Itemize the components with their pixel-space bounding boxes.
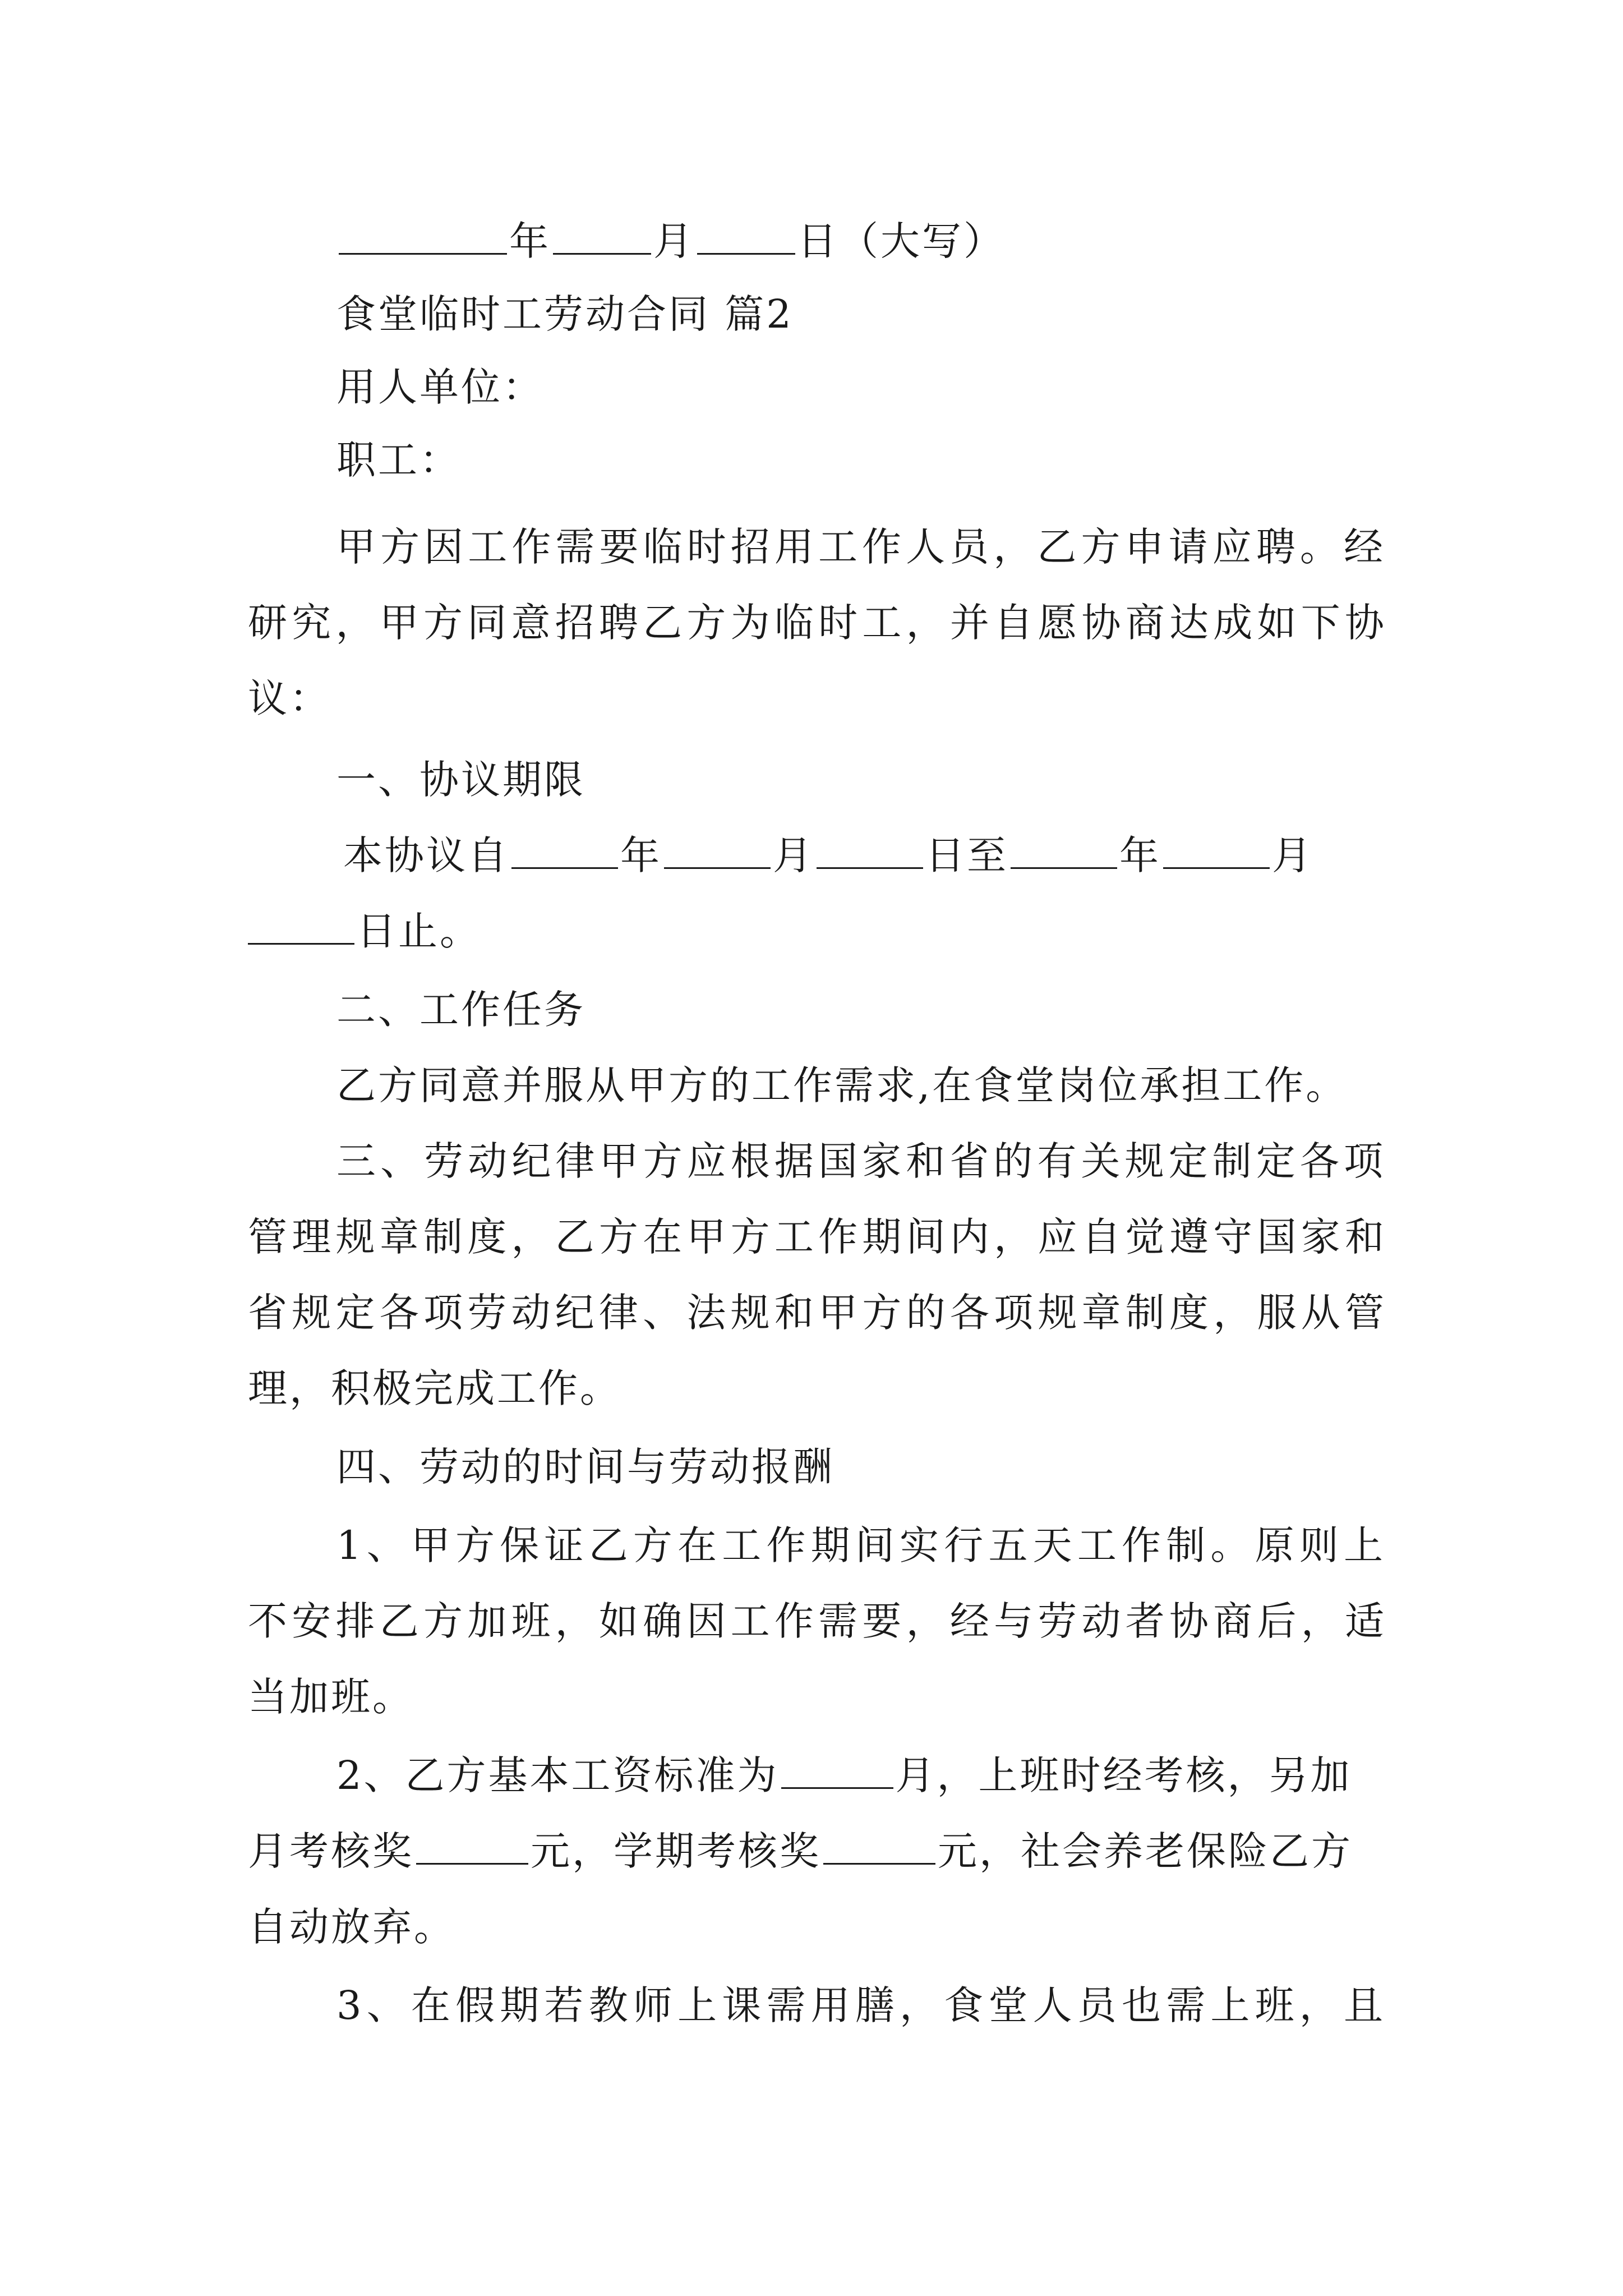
start-year-label: 年	[620, 832, 662, 878]
end-year-blank	[1011, 832, 1117, 869]
section4-heading: 四、劳动的时间与劳动报酬	[336, 1444, 834, 1490]
section3-line-4: 理，积极完成工作。	[248, 1365, 621, 1411]
month-blank	[553, 218, 651, 255]
intro-line-3: 议：	[248, 675, 331, 721]
item1-line-2: 不安排乙方加班，如确因工作需要，经与劳动者协商后，适	[248, 1598, 1386, 1644]
section2-heading: 二、工作任务	[336, 987, 585, 1033]
semester-bonus-label: 元，学期考核奖	[531, 1828, 821, 1874]
start-day-blank	[817, 832, 923, 869]
end-day-blank	[248, 908, 354, 945]
start-month-blank	[664, 832, 771, 869]
year-label: 年	[509, 218, 551, 264]
section3-line-2: 管理规章制度，乙方在甲方工作期间内，应自觉遵守国家和	[248, 1214, 1386, 1260]
day-blank	[697, 218, 795, 255]
base-salary-blank	[781, 1752, 893, 1789]
section3-line-1: 三、劳动纪律甲方应根据国家和省的有关规定制定各项	[336, 1138, 1385, 1184]
start-year-blank	[511, 832, 618, 869]
section1-heading: 一、协议期限	[336, 757, 585, 803]
section3-line-3: 省规定各项劳动纪律、法规和甲方的各项规章制度，服从管	[248, 1290, 1386, 1336]
start-month-label: 月	[773, 832, 814, 878]
item2-line-3: 自动放弃。	[248, 1904, 455, 1950]
monthly-bonus-label: 月考核奖	[248, 1828, 414, 1874]
intro-line-2: 研究，甲方同意招聘乙方为临时工，并自愿协商达成如下协	[248, 600, 1386, 646]
item1-line-1: 1、甲方保证乙方在工作期间实行五天工作制。原则上	[336, 1522, 1385, 1568]
employee-label: 职工：	[336, 437, 461, 483]
term-end-label: 日止。	[357, 908, 481, 954]
base-salary-label: 2、乙方基本工资标准为	[336, 1752, 779, 1798]
end-month-blank	[1163, 832, 1270, 869]
section1-term-end	[248, 900, 1386, 962]
item3-line-1: 3、在假期若教师上课需用膳，食堂人员也需上班，且	[336, 1982, 1385, 2028]
month-label: 月	[653, 218, 695, 264]
monthly-bonus-blank	[416, 1828, 528, 1865]
year-blank	[339, 218, 507, 255]
pension-label: 元，社会养老保险乙方	[938, 1828, 1353, 1874]
day-label: 日（大写）	[797, 218, 1005, 264]
end-year-label: 年	[1119, 832, 1161, 878]
employer-label: 用人单位：	[336, 364, 544, 410]
item2-line-2	[248, 1820, 1386, 1882]
contract-title: 食堂临时工劳动合同 篇2	[336, 291, 794, 337]
end-month-label: 月	[1272, 832, 1313, 878]
section2-text: 乙方同意并服从甲方的工作需求,在食堂岗位承担工作。	[336, 1062, 1348, 1108]
date-line	[336, 210, 1385, 272]
item2-line-1	[336, 1745, 1385, 1806]
section1-term-line	[343, 825, 1392, 886]
intro-line-1: 甲方因工作需要临时招用工作人员，乙方申请应聘。经	[336, 524, 1385, 570]
item1-line-3: 当加班。	[248, 1674, 414, 1720]
base-salary-suffix: 月，上班时经考核，另加	[895, 1752, 1352, 1798]
term-from-label: 本协议自	[343, 832, 509, 878]
semester-bonus-blank	[823, 1828, 935, 1865]
term-to-label: 日至	[925, 832, 1008, 878]
